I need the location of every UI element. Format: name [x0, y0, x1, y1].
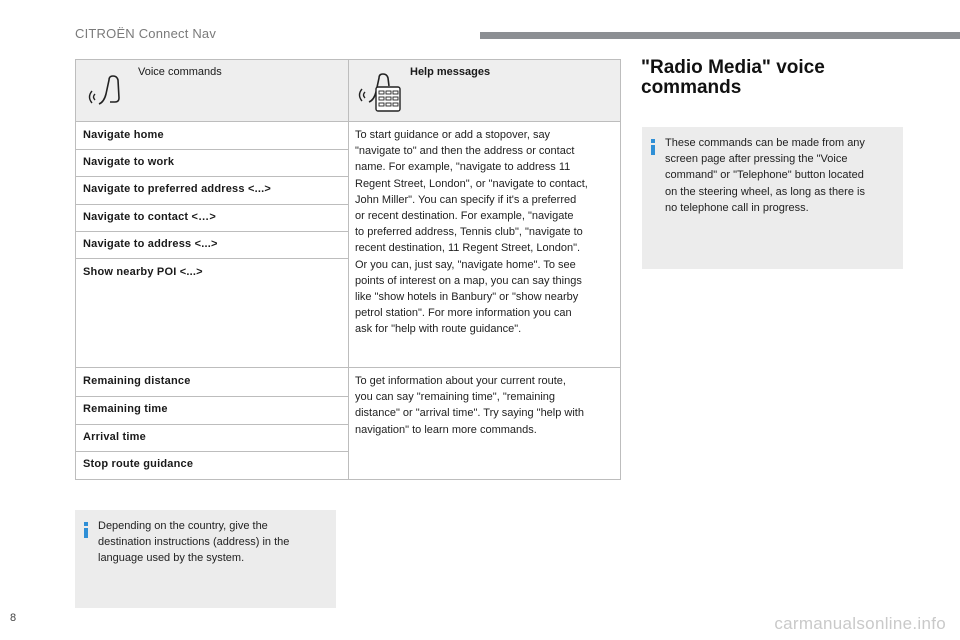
note-marker-icon — [651, 139, 655, 157]
watermark: carmanualsonline.info — [774, 614, 946, 633]
help-message-current-route: To get information about your current route, you can say "remaining time", "remaining distance" or "arrival time". Try saying "help with navigation" to learn more commands. — [355, 375, 584, 436]
help-messages-heading: Help messages — [410, 66, 491, 78]
column-divider — [348, 60, 349, 479]
help-message-route-guidance: To start guidance or add a stopover, say "navigate to" and then the address or contact name. For example, "navigate to address 11 Regent Street, London", or "navigate to contact, John Miller". You can specify if it's a preferred or recent destination. For example, "navigate to preferred address, Tennis club", "navigate to recent destination, 11 Regent Street, London". Or you can, just say, "navigate home". To see points of interest on a map, you can say things like "show hotels in Banbury" or "show nearby petrol station". For more information you can ask for "help with route guidance". — [355, 129, 588, 336]
command-navigate-to-preferred-address: Navigate to preferred address <...> — [83, 183, 271, 195]
note-marker-icon — [84, 522, 88, 540]
radio-media-note: These commands can be made from any screen page after pressing the "Voice command" or "Telephone" button located on the steering wheel, as long as there is no telephone call in progress. — [642, 127, 903, 269]
voice-command-icon — [88, 70, 124, 112]
voice-commands-heading: Voice commands — [138, 66, 222, 78]
command-remaining-distance: Remaining distance — [83, 375, 191, 387]
command-navigate-to-contact: Navigate to contact <…> — [83, 211, 216, 223]
page-number: 8 — [10, 612, 17, 624]
command-show-nearby-poi: Show nearby POI <...> — [83, 266, 203, 278]
help-message-icon — [358, 68, 402, 114]
command-navigate-to-address: Navigate to address <...> — [83, 238, 218, 250]
command-navigate-home: Navigate home — [83, 129, 164, 141]
header-bar — [480, 32, 960, 39]
voice-commands-table — [75, 59, 621, 480]
section-title: "Radio Media" voice commands — [641, 57, 825, 98]
country-address-note: Depending on the country, give the destination instructions (address) in the language used by the system. — [75, 510, 336, 608]
header-title: CITROËN Connect Nav — [75, 26, 217, 41]
command-stop-route-guidance: Stop route guidance — [83, 458, 194, 470]
command-remaining-time: Remaining time — [83, 403, 168, 415]
command-arrival-time: Arrival time — [83, 431, 146, 443]
command-navigate-to-work: Navigate to work — [83, 156, 175, 168]
